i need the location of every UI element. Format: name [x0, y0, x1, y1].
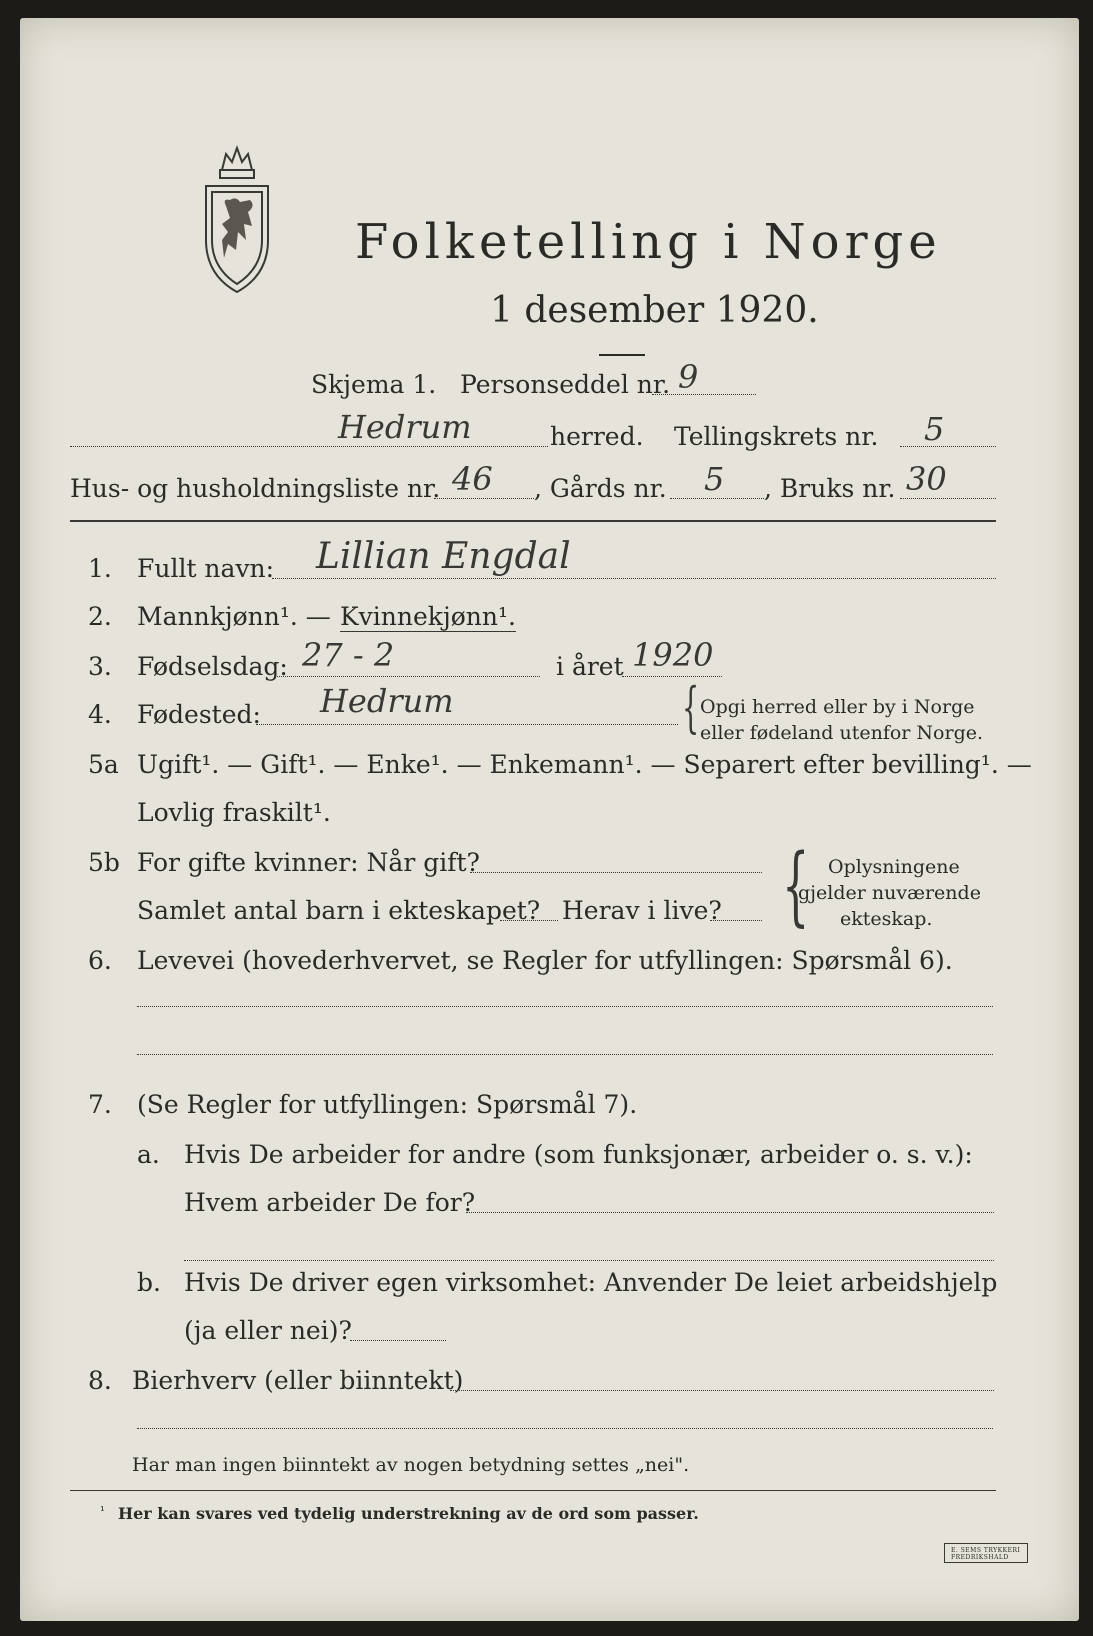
title-divider: [599, 354, 645, 356]
q3-label: Fødselsdag:: [137, 652, 288, 681]
q6-label: Levevei (hovederhvervet, se Regler for utfyllingen: Spørsmål 6).: [137, 946, 953, 975]
side-income-field-1[interactable]: [450, 1390, 994, 1391]
personseddel-label: Personseddel nr.: [460, 370, 671, 399]
personseddel-field[interactable]: [652, 394, 756, 395]
gards-value: 5: [704, 460, 725, 498]
q7a-line-2: Hvem arbeider De for?: [184, 1188, 476, 1217]
q4-brace: {: [682, 676, 700, 739]
children-alive-field[interactable]: [710, 920, 762, 921]
footnote-text: Her kan svares ved tydelig understrekning av de ord som passer.: [118, 1504, 699, 1523]
header-rule: [70, 520, 996, 522]
hus-label: Hus- og husholdningsliste nr.: [70, 474, 441, 503]
hus-field[interactable]: [434, 498, 534, 499]
q5b-line-1: For gifte kvinner: Når gift?: [137, 848, 480, 877]
footnote-mark: ¹: [100, 1504, 105, 1518]
q5b-children-label: Samlet antal barn i ekteskapet?: [137, 896, 541, 925]
bruks-field[interactable]: [900, 498, 996, 499]
q5b-alive-label: Herav i live?: [562, 896, 722, 925]
children-count-field[interactable]: [500, 920, 558, 921]
year-label: i året: [556, 652, 624, 681]
q7-label: (Se Regler for utfyllingen: Spørsmål 7).: [137, 1090, 638, 1119]
footer-rule: [70, 1490, 996, 1491]
q8-label: Bierhverv (eller biinntekt): [132, 1366, 464, 1395]
q8-number: 8.: [88, 1366, 112, 1395]
birthday-value: 27 - 2: [302, 636, 395, 674]
full-name-value: Lillian Engdal: [316, 536, 571, 577]
q7a-line-1: Hvis De arbeider for andre (som funksjonær, arbeider o. s. v.):: [184, 1140, 973, 1169]
q4-label: Fødested:: [137, 700, 261, 729]
schema-label: Skjema 1.: [311, 370, 437, 399]
q5b-brace: {: [782, 836, 810, 936]
q1-number: 1.: [88, 554, 112, 583]
side-income-field-2[interactable]: [137, 1428, 993, 1429]
hus-value: 46: [452, 460, 493, 498]
employer-field-1[interactable]: [466, 1212, 994, 1213]
full-name-field[interactable]: [272, 578, 996, 579]
q7b-number: b.: [137, 1268, 161, 1297]
norway-coat-of-arms-icon: [192, 140, 282, 300]
form-title: Folketelling i Norge: [355, 214, 942, 270]
birthday-field[interactable]: [274, 676, 540, 677]
q2-number: 2.: [88, 602, 112, 631]
year-value: 1920: [632, 636, 714, 674]
gards-label: , Gårds nr.: [534, 474, 667, 503]
census-form-sheet: [20, 18, 1079, 1621]
birthplace-field[interactable]: [256, 724, 678, 725]
bruks-label: , Bruks nr.: [764, 474, 896, 503]
tellingskrets-label: Tellingskrets nr.: [674, 422, 879, 451]
year-field[interactable]: [622, 676, 722, 677]
q7a-number: a.: [137, 1140, 160, 1169]
tellingskrets-field[interactable]: [900, 446, 996, 447]
q7b-line-2: (ja eller nei)?: [184, 1316, 352, 1345]
herred-field[interactable]: [70, 446, 548, 447]
q7b-line-1: Hvis De driver egen virksomhet: Anvender De leiet arbeidshjelp: [184, 1268, 998, 1297]
footer-note: Har man ingen biinntekt av nogen betydning settes „nei".: [132, 1454, 690, 1476]
married-when-field[interactable]: [470, 872, 762, 873]
occupation-field-1[interactable]: [137, 1006, 993, 1007]
hired-help-field[interactable]: [350, 1340, 446, 1341]
marital-status-options[interactable]: Ugift¹. — Gift¹. — Enke¹. — Enkemann¹. — Separert efter bevilling¹. —: [137, 750, 1032, 779]
q2-label: Mannkjønn¹. —: [137, 602, 331, 631]
employer-field-2[interactable]: [184, 1260, 994, 1261]
herred-value: Hedrum: [338, 408, 472, 446]
census-date: 1 desember 1920.: [490, 290, 819, 331]
q7-number: 7.: [88, 1090, 112, 1119]
q5b-note-1: Oplysningene: [828, 856, 960, 878]
personseddel-value: 9: [678, 358, 699, 396]
birthplace-value: Hedrum: [320, 682, 454, 720]
printer-stamp-text: E. SEMS TRYKKERI FREDRIKSHALD: [951, 1547, 1021, 1561]
tellingskrets-value: 5: [924, 410, 945, 448]
q6-number: 6.: [88, 946, 112, 975]
q5b-note-3: ekteskap.: [840, 908, 933, 930]
q2-selected-option[interactable]: Kvinnekjønn¹.: [340, 602, 516, 631]
marital-status-divorced[interactable]: Lovlig fraskilt¹.: [137, 798, 331, 827]
printer-stamp: [944, 1543, 1028, 1563]
q4-note-1: Opgi herred eller by i Norge: [700, 696, 975, 718]
gards-field[interactable]: [670, 498, 764, 499]
occupation-field-2[interactable]: [137, 1054, 993, 1055]
q4-number: 4.: [88, 700, 112, 729]
bruks-value: 30: [906, 460, 947, 498]
herred-label: herred.: [550, 422, 644, 451]
q5a-number: 5a: [88, 750, 119, 779]
q5b-note-2: gjelder nuværende: [798, 882, 981, 904]
q3-number: 3.: [88, 652, 112, 681]
q1-label: Fullt navn:: [137, 554, 275, 583]
q5b-number: 5b: [88, 848, 120, 877]
q4-note-2: eller fødeland utenfor Norge.: [700, 722, 984, 744]
